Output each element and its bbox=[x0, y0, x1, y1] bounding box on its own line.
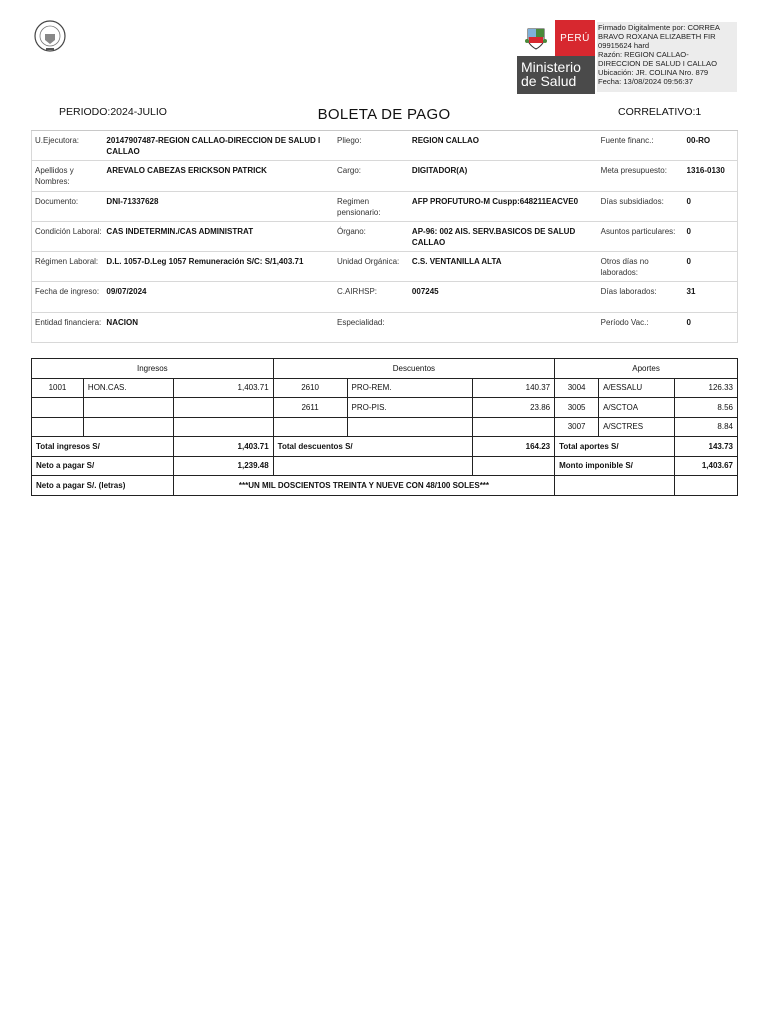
payroll-cell: PRO-PIS. bbox=[347, 398, 473, 418]
minsa-logo bbox=[517, 20, 595, 94]
total-ingresos-value: 1,403.71 bbox=[173, 437, 273, 457]
signature-line: Fecha: 13/08/2024 09:56:37 bbox=[598, 77, 693, 86]
payroll-cell: 8.84 bbox=[675, 417, 738, 437]
info-field-label: Condición Laboral: bbox=[32, 221, 107, 251]
info-row bbox=[32, 282, 738, 312]
info-field-label: Fuente financ.: bbox=[598, 131, 687, 161]
info-field-label: Entidad financiera: bbox=[32, 312, 107, 342]
payroll-cell: 1001 bbox=[32, 378, 84, 398]
info-field-value: AREVALO CABEZAS ERICKSON PATRICK bbox=[106, 161, 334, 191]
payroll-cell: A/SCTOA bbox=[599, 398, 675, 418]
info-field-label: Documento: bbox=[32, 191, 107, 221]
monto-imponible-label: Monto imponible S/ bbox=[555, 456, 675, 476]
info-field-label: Régimen Laboral: bbox=[32, 252, 107, 282]
signature-line: DIRECCION DE SALUD I CALLAO bbox=[598, 59, 717, 68]
total-descuentos-value: 164.23 bbox=[473, 437, 555, 457]
aportes-header: Aportes bbox=[555, 359, 738, 379]
info-field-label: Días laborados: bbox=[598, 282, 687, 312]
digital-signature-box bbox=[597, 22, 737, 92]
info-field-value: 1316-0130 bbox=[687, 161, 738, 191]
payroll-cell bbox=[32, 417, 84, 437]
payroll-cell: HON.CAS. bbox=[83, 378, 173, 398]
payroll-cell: PRO-REM. bbox=[347, 378, 473, 398]
info-field-value: 00-RO bbox=[687, 131, 738, 161]
monto-imponible-value: 1,403.67 bbox=[675, 456, 738, 476]
neto-label: Neto a pagar S/ bbox=[32, 456, 174, 476]
periodo-label: PERIODO:2024-JULIO bbox=[59, 106, 167, 118]
info-field-label: Fecha de ingreso: bbox=[32, 282, 107, 312]
info-field-value: 007245 bbox=[412, 282, 598, 312]
peru-label: PERÚ bbox=[555, 20, 595, 56]
info-field-value: 0 bbox=[687, 312, 738, 342]
payroll-cell: 2611 bbox=[273, 398, 347, 418]
info-field-value: CAS INDETERMIN./CAS ADMINISTRAT bbox=[106, 221, 334, 251]
correlativo-label: CORRELATIVO:1 bbox=[618, 106, 702, 118]
payroll-cell: 3005 bbox=[555, 398, 599, 418]
info-field-value: AFP PROFUTURO-M Cuspp:648211EACVE0 bbox=[412, 191, 598, 221]
info-field-label: Apellidos y Nombres: bbox=[32, 161, 107, 191]
info-row bbox=[32, 161, 738, 191]
total-aportes-label: Total aportes S/ bbox=[555, 437, 675, 457]
info-field-label: Período Vac.: bbox=[598, 312, 687, 342]
payroll-cell bbox=[473, 417, 555, 437]
payroll-cell: A/SCTRES bbox=[599, 417, 675, 437]
payroll-cell: 1,403.71 bbox=[173, 378, 273, 398]
payroll-cell bbox=[173, 398, 273, 418]
payroll-cell: 23.86 bbox=[473, 398, 555, 418]
payroll-item-row bbox=[32, 398, 738, 418]
info-field-value: 20147907487-REGION CALLAO-DIRECCION DE SALUD I CALLAO bbox=[106, 131, 334, 161]
ingresos-header: Ingresos bbox=[32, 359, 274, 379]
info-field-value: 0 bbox=[687, 191, 738, 221]
info-field-value: 09/07/2024 bbox=[106, 282, 334, 312]
coat-of-arms-icon bbox=[517, 20, 555, 56]
payroll-cell: 126.33 bbox=[675, 378, 738, 398]
info-field-label: Meta presupuesto: bbox=[598, 161, 687, 191]
info-field-value: AP-96: 002 AIS. SERV.BASICOS DE SALUD CALLAO bbox=[412, 221, 598, 251]
total-ingresos-label: Total ingresos S/ bbox=[32, 437, 174, 457]
info-field-label: Cargo: bbox=[334, 161, 412, 191]
payroll-table bbox=[31, 358, 738, 496]
info-field-value: REGION CALLAO bbox=[412, 131, 598, 161]
info-field-label: Días subsidiados: bbox=[598, 191, 687, 221]
info-field-value: DIGITADOR(A) bbox=[412, 161, 598, 191]
info-row bbox=[32, 131, 738, 161]
payroll-cell: 140.37 bbox=[473, 378, 555, 398]
info-field-label: U.Ejecutora: bbox=[32, 131, 107, 161]
payroll-item-row bbox=[32, 378, 738, 398]
info-field-value: 31 bbox=[687, 282, 738, 312]
regional-seal-logo bbox=[32, 18, 68, 54]
payroll-cell bbox=[32, 398, 84, 418]
info-field-label: Especialidad: bbox=[334, 312, 412, 342]
info-field-value: DNI-71337628 bbox=[106, 191, 334, 221]
info-field-label: Órgano: bbox=[334, 221, 412, 251]
document-title: BOLETA DE PAGO bbox=[317, 106, 451, 123]
info-field-label: C.AIRHSP: bbox=[334, 282, 412, 312]
neto-row bbox=[32, 456, 738, 476]
neto-value: 1,239.48 bbox=[173, 456, 273, 476]
info-field-value: 0 bbox=[687, 221, 738, 251]
info-row bbox=[32, 221, 738, 251]
neto-letras-label: Neto a pagar S/. (letras) bbox=[32, 476, 174, 496]
ministry-name: Ministerio de Salud bbox=[517, 56, 595, 94]
total-aportes-value: 143.73 bbox=[675, 437, 738, 457]
totals-row bbox=[32, 437, 738, 457]
info-row bbox=[32, 191, 738, 221]
signature-line: Firmado Digitalmente por: CORREA bbox=[598, 23, 720, 32]
info-field-label: Unidad Orgánica: bbox=[334, 252, 412, 282]
signature-line: BRAVO ROXANA ELIZABETH FIR bbox=[598, 32, 716, 41]
payroll-cell bbox=[173, 417, 273, 437]
payroll-cell: 3007 bbox=[555, 417, 599, 437]
info-field-value: D.L. 1057-D.Leg 1057 Remuneración S/C: S/1,403.71 bbox=[106, 252, 334, 282]
signature-line: Ubicación: JR. COLINA Nro. 879 bbox=[598, 68, 709, 77]
info-row bbox=[32, 252, 738, 282]
info-field-label: Otros días no laborados: bbox=[598, 252, 687, 282]
info-field-value: NACION bbox=[106, 312, 334, 342]
signature-line: 09915624 hard bbox=[598, 41, 650, 50]
payroll-cell: A/ESSALU bbox=[599, 378, 675, 398]
signature-line: Razón: REGION CALLAO- bbox=[598, 50, 689, 59]
employee-info-table bbox=[31, 130, 738, 343]
descuentos-header: Descuentos bbox=[273, 359, 554, 379]
info-row bbox=[32, 312, 738, 342]
payroll-item-row bbox=[32, 417, 738, 437]
payroll-cell bbox=[273, 417, 347, 437]
info-field-value: 0 bbox=[687, 252, 738, 282]
info-field-label: Pliego: bbox=[334, 131, 412, 161]
info-field-value: C.S. VENTANILLA ALTA bbox=[412, 252, 598, 282]
payroll-cell bbox=[347, 417, 473, 437]
info-field-label: Asuntos particulares: bbox=[598, 221, 687, 251]
payroll-cell: 2610 bbox=[273, 378, 347, 398]
payroll-cell bbox=[83, 398, 173, 418]
info-field-label: Regimen pensionario: bbox=[334, 191, 412, 221]
payroll-cell: 3004 bbox=[555, 378, 599, 398]
neto-letras-row bbox=[32, 476, 738, 496]
payroll-cell: 8.56 bbox=[675, 398, 738, 418]
info-field-value bbox=[412, 312, 598, 342]
total-descuentos-label: Total descuentos S/ bbox=[273, 437, 473, 457]
neto-letras-value: ***UN MIL DOSCIENTOS TREINTA Y NUEVE CON 48/100 SOLES*** bbox=[173, 476, 554, 496]
payroll-cell bbox=[83, 417, 173, 437]
